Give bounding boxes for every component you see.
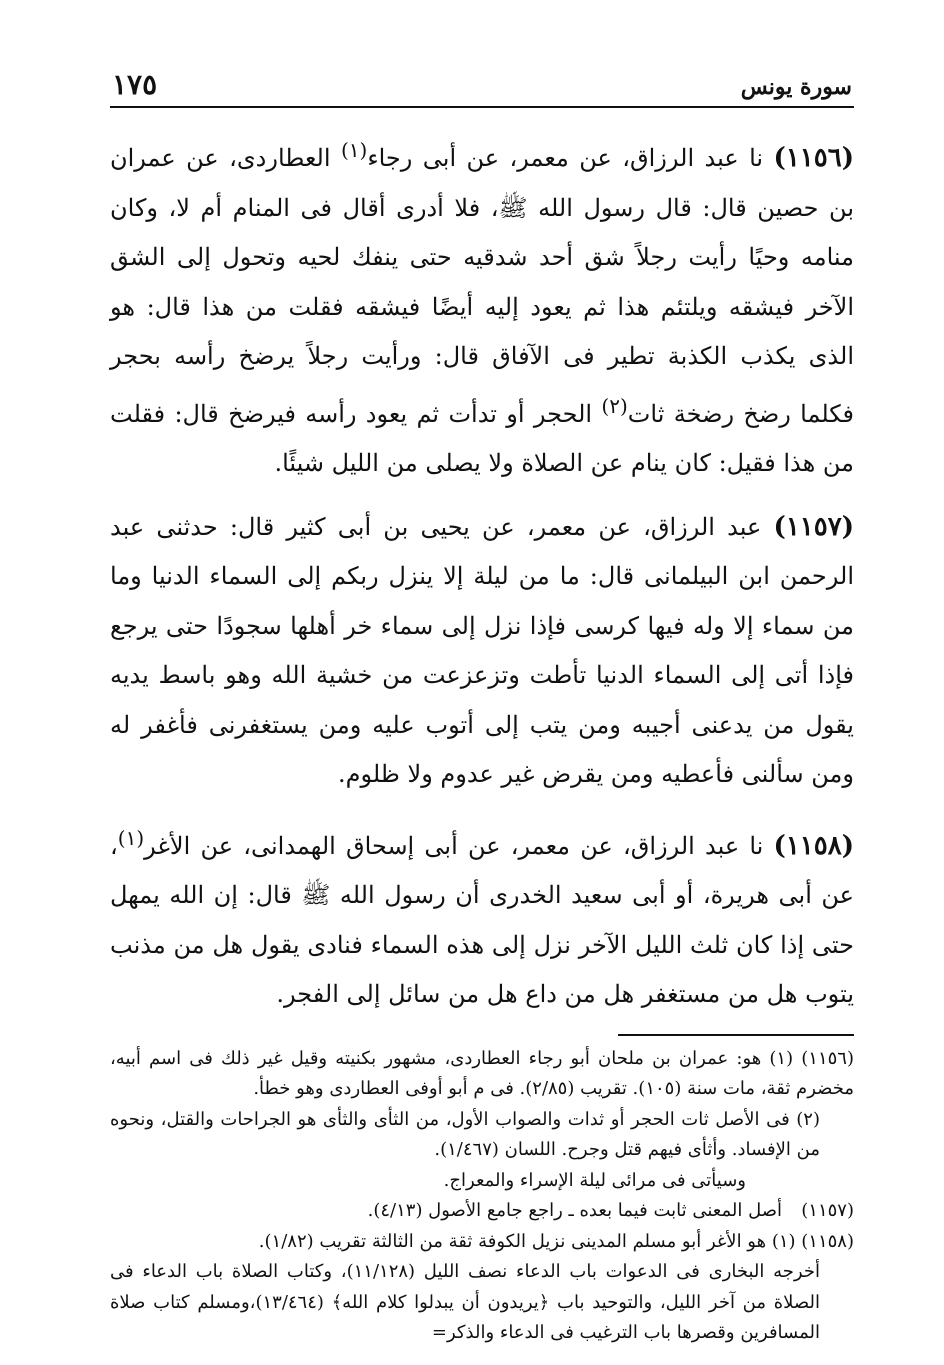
hadith-1158 bbox=[110, 814, 854, 1020]
footnote-ref: (١) bbox=[340, 138, 368, 162]
page-number: ١٧٥ bbox=[112, 68, 158, 101]
hadith-text: نا عبد الرزاق، عن معمر، عن أبى إسحاق الهمدانى، عن الأغر bbox=[144, 831, 774, 860]
footnotes bbox=[110, 1044, 854, 1349]
footnote-1158-2: أخرجه البخارى فى الدعوات باب الدعاء نصف الليل (١١/١٢٨)، وكتاب الصلاة باب الدعاء فى الصلاة من آخر الليل، والتوحيد باب ﴿يريدون أن يبدلوا كلام الله﴾ (١٣/٤٦٤)،ومسلم كتاب صلاة المسافرين وقصرها باب الترغيب فى الدعاء والذكر= bbox=[110, 1261, 820, 1343]
hadith-number: (١١٥٨) bbox=[773, 830, 854, 861]
footnote-1157: (١١٥٧)أصل المعنى ثابت فيما بعده ـ راجع جامع الأصول (٤/١٣). bbox=[367, 1200, 854, 1221]
footnote-1156-1: (١١٥٦) (١) هو: عمران بن ملحان أبو رجاء العطاردى، مشهور بكنيته وقيل غير ذلك فى اسم أبيه، مخضرم ثقة، مات سنة (١٠٥). تقريب (٢/٨٥). فى م أبو أوفى العطاردى وهو خطأ. bbox=[110, 1047, 854, 1099]
hadith-text: العطاردى، عن عمران بن حصين قال: قال رسول الله ﷺ، فلا أدرى أقال فى المنام أم لا، وكان منامه وحيًا رأيت رجلاً شق أحد شدقيه حتى ينفك لحيه وتحول إلى الشق الآخر فيشقه ويلتئم هذا ثم يعود إليه أيضًا فيشقه فقلت من هذا قال: هو الذى يكذب الكذبة تطير فى الآفاق قال: ورأيت رجلاً يرضخ رأسه بحجر فكلما رضخ رضخة ثات bbox=[110, 144, 855, 428]
hadith-number: (١١٥٧) bbox=[773, 511, 854, 542]
hadith-text: نا عبد الرزاق، عن معمر، عن أبى رجاء bbox=[367, 144, 774, 172]
hadith-number: (١١٥٦) bbox=[773, 143, 855, 173]
footnote-ref: (١) bbox=[117, 825, 145, 850]
hadith-1156 bbox=[110, 126, 854, 489]
page-header bbox=[110, 60, 854, 108]
hadith-1157 bbox=[110, 503, 854, 800]
book-page bbox=[110, 60, 854, 1349]
footnote-1156-2b: وسيأتى فى مرائى ليلة الإسراء والمعراج. bbox=[443, 1169, 746, 1191]
hadith-text: عبد الرزاق، عن معمر، عن يحيى بن أبى كثير قال: حدثنى عبد الرحمن ابن البيلمانى قال: ما من ليلة إلا ينزل ربكم إلى السماء الدنيا وما من سماء إلا وله فيها كرسى فإذا نزل إلى سماء خر أهلها سجودًا حتى يرجع فإذا أتى إلى السماء الدنيا تأطت وتزعزعت من خشية الله وهو باسط يديه يقول من يدعنى أجيبه ومن يتب إلى أتوب عليه ومن يستغفرنى فأغفر له ومن سألنى فأعطيه ومن يقرض غير عدوم ولا ظلوم. bbox=[110, 512, 854, 788]
hadith-text: ، عن أبى هريرة، أو أبى سعيد الخدرى أن رسول الله ﷺ قال: إن الله يمهل حتى إذا كان ثلث الليل الآخر نزل إلى هذه السماء فنادى يقول هل من مذنب يتوب هل من مستغفر هل من داع هل من سائل إلى الفجر. bbox=[110, 831, 854, 1008]
footnote-ref: (٢) bbox=[601, 393, 628, 418]
footnote-1158-1: (١١٥٨) (١) هو الأغر أبو مسلم المدينى نزيل الكوفة ثقة من الثالثة تقريب (١/٨٢). bbox=[258, 1230, 854, 1252]
main-text bbox=[110, 126, 854, 1020]
surah-title: سورة يونس bbox=[740, 74, 852, 100]
footnote-1156-2: (٢) فى الأصل ثات الحجر أو ثدات والصواب الأول، من الثأى والثأى هو الجراحات والقتل، ونحوه من الإفساد. وأثأى فيهم قتل وجرح. اللسان (١/٤٦٧). bbox=[110, 1108, 820, 1160]
hadith-text: الحجر أو تدأت ثم يعود رأسه فيرضخ قال: فقلت من هذا فقيل: كان ينام عن الصلاة ولا يصلى من الليل شيئًا. bbox=[110, 399, 854, 477]
footnote-divider bbox=[618, 1034, 854, 1036]
